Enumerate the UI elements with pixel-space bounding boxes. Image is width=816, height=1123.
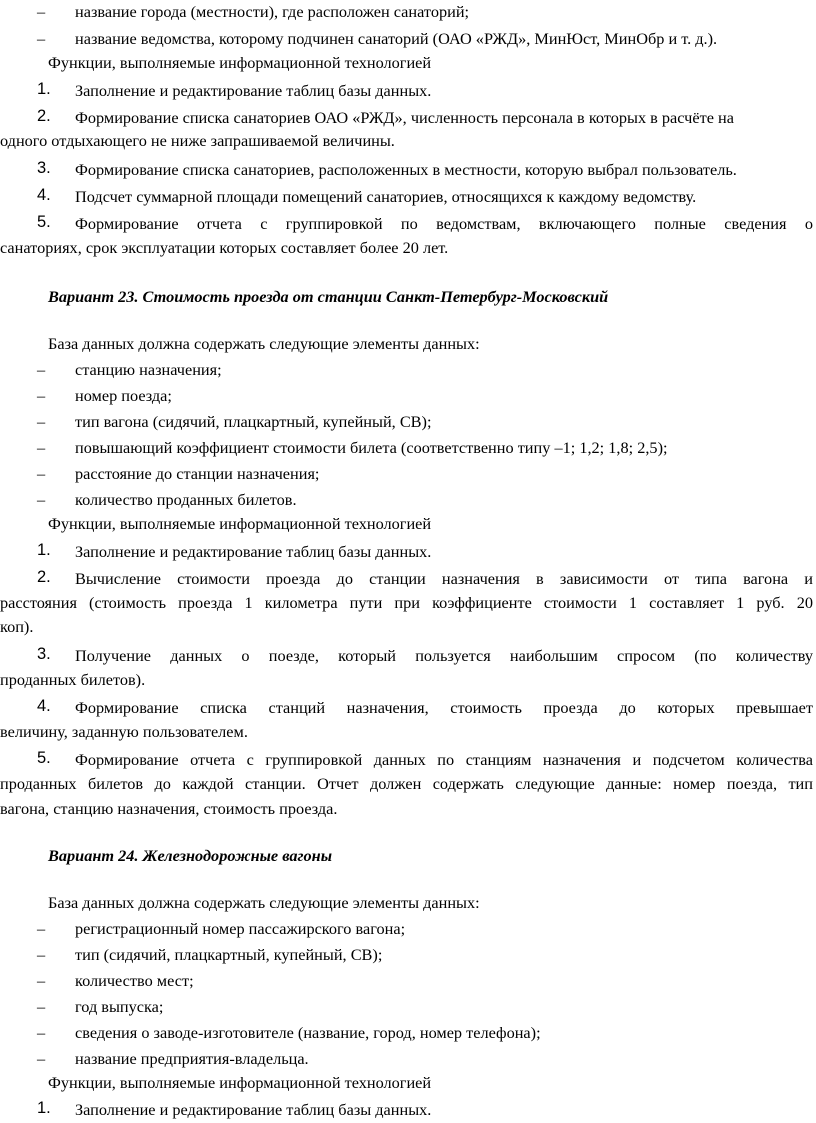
bullet-text: год выпуска;: [75, 997, 164, 1016]
item-number: 3.: [37, 645, 51, 663]
item-text-cont: проданных билетов).: [0, 670, 146, 689]
bullet-text: станцию назначения;: [75, 360, 222, 379]
bullet-text: тип (сидячий, плацкартный, купейный, СВ);: [75, 945, 383, 964]
bullet-text: количество проданных билетов.: [75, 490, 297, 509]
bullet-text: номер поезда;: [75, 386, 172, 405]
bullet-dash: –: [37, 490, 46, 509]
functions-title: Функции, выполняемые информационной технологией: [48, 1073, 432, 1092]
item-number: 5.: [37, 213, 51, 231]
item-number: 3.: [37, 159, 51, 177]
item-text: Формирование отчета с группировкой данных по станциям назначения и подсчетом количества: [75, 750, 813, 769]
bullet-dash: –: [37, 438, 46, 457]
item-number: 2.: [37, 568, 51, 586]
item-text-cont: коп).: [0, 617, 34, 636]
bullet-text: название предприятия-владельца.: [75, 1049, 309, 1068]
bullet-dash: –: [37, 1023, 46, 1042]
item-text: Формирование списка санаториев ОАО «РЖД», численность персонала в которых в расчёте на: [75, 108, 734, 127]
functions-title: Функции, выполняемые информационной технологией: [48, 53, 432, 72]
bullet-dash: –: [37, 2, 46, 21]
bullet-dash: –: [37, 360, 46, 379]
bullet-dash: –: [37, 997, 46, 1016]
item-text-cont: вагона, станцию назначения, стоимость проезда.: [0, 799, 338, 818]
item-text-cont: одного отдыхающего не ниже запрашиваемой величины.: [0, 131, 395, 150]
item-text: Подсчет суммарной площади помещений санаториев, относящихся к каждому ведомству.: [75, 187, 697, 206]
functions-title: Функции, выполняемые информационной технологией: [48, 514, 432, 533]
bullet-text: тип вагона (сидячий, плацкартный, купейный, СВ);: [75, 412, 432, 431]
item-number: 1.: [37, 541, 51, 559]
item-text: Заполнение и редактирование таблиц базы данных.: [75, 542, 432, 561]
item-text: Формирование списка станций назначения, стоимость проезда до которых превышает: [75, 698, 813, 717]
item-number: 1.: [37, 1099, 51, 1117]
bullet-text: количество мест;: [75, 971, 194, 990]
bullet-text: регистрационный номер пассажирского вагона;: [75, 919, 406, 938]
item-number: 4.: [37, 186, 51, 204]
bullet-text: расстояние до станции назначения;: [75, 464, 320, 483]
bullet-text: название города (местности), где расположен санаторий;: [75, 2, 470, 21]
bullet-dash: –: [37, 464, 46, 483]
item-text: Формирование списка санаториев, расположенных в местности, которую выбрал пользователь.: [75, 160, 737, 179]
bullet-text: название ведомства, которому подчинен санаторий (ОАО «РЖД», МинЮст, МинОбр и т. д.).: [75, 29, 718, 48]
bullet-dash: –: [37, 386, 46, 405]
bullet-text: повышающий коэффициент стоимости билета (соответственно типу –1; 1,2; 1,8; 2,5);: [75, 438, 668, 457]
item-text-cont: проданных билетов до каждой станции. Отчет должен содержать следующие данные: номер поезда, тип: [0, 774, 813, 793]
item-text: Вычисление стоимости проезда до станции назначения в зависимости от типа вагона и: [75, 569, 813, 588]
item-text: Заполнение и редактирование таблиц базы данных.: [75, 1100, 432, 1119]
bullet-dash: –: [37, 412, 46, 431]
section-intro: База данных должна содержать следующие элементы данных:: [48, 334, 480, 353]
section-heading: Вариант 23. Стоимость проезда от станции Санкт-Петербург-Московский: [48, 287, 609, 306]
bullet-dash: –: [37, 971, 46, 990]
item-text: Получение данных о поезде, который пользуется наибольшим спросом (по количеству: [75, 646, 813, 665]
section-heading: Вариант 24. Железнодорожные вагоны: [48, 846, 332, 865]
item-number: 4.: [37, 697, 51, 715]
item-text-cont: величину, заданную пользователем.: [0, 722, 248, 741]
bullet-dash: –: [37, 1049, 46, 1068]
item-number: 1.: [37, 80, 51, 98]
bullet-dash: –: [37, 945, 46, 964]
bullet-text: сведения о заводе-изготовителе (название, город, номер телефона);: [75, 1023, 541, 1042]
item-text-cont: санаториях, срок эксплуатации которых составляет более 20 лет.: [0, 238, 449, 257]
section-intro: База данных должна содержать следующие элементы данных:: [48, 893, 480, 912]
item-text: Заполнение и редактирование таблиц базы данных.: [75, 81, 432, 100]
item-number: 5.: [37, 749, 51, 767]
bullet-dash: –: [37, 29, 46, 48]
item-text: Формирование отчета с группировкой по ведомствам, включающего полные сведения о: [75, 214, 813, 233]
item-number: 2.: [37, 107, 51, 125]
item-text-cont: расстояния (стоимость проезда 1 километра пути при коэффициенте стоимости 1 составляет 1 руб. 20: [0, 593, 813, 612]
bullet-dash: –: [37, 919, 46, 938]
